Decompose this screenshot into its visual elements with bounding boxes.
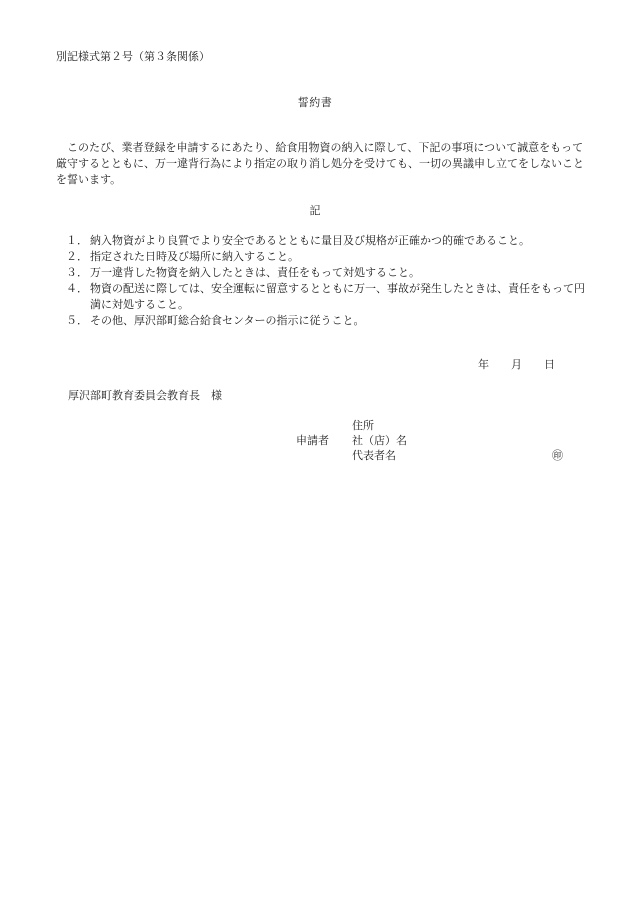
item-number: ５． (66, 314, 88, 327)
item-number: １． (66, 234, 88, 247)
pledge-items-list (66, 233, 586, 329)
item-text: 万一違背した物資を納入したときは、責任をもって対処すること。 (90, 266, 420, 279)
company-name-label: 社（店）名 (352, 434, 407, 447)
address-label: 住所 (352, 419, 374, 432)
date-year-label: 年 (478, 358, 489, 371)
list-item (66, 313, 586, 329)
applicant-label: 申請者 (296, 434, 329, 447)
item-number: ４． (66, 282, 88, 295)
document-title: 誓約書 (297, 96, 333, 109)
list-item (66, 265, 586, 281)
item-number: ３． (66, 266, 88, 279)
item-number: ２． (66, 250, 88, 263)
list-item (66, 233, 586, 249)
date-month-label: 月 (511, 358, 522, 371)
list-item (66, 249, 586, 265)
item-text: 納入物資がより良質でより安全であるとともに量目及び規格が正確かつ的確であること。 (90, 234, 530, 247)
list-item (66, 281, 586, 313)
representative-name-label: 代表者名 (352, 449, 396, 462)
intro-paragraph: このたび、業者登録を申請するにあたり、給食用物資の納入に際して、下記の事項について誠意をもって厳守するとともに、万一違背行為により指定の取り消し処分を受けても、一切の異議申し立てをしないことを誓います。 (56, 141, 584, 186)
date-day-label: 日 (544, 358, 555, 371)
form-number: 別記様式第２号（第３条関係） (56, 50, 210, 63)
date-line (478, 357, 555, 373)
item-text: 指定された日時及び場所に納入すること。 (90, 250, 299, 263)
seal-mark: ㊞ (552, 449, 563, 462)
ki-heading: 記 (309, 204, 321, 217)
item-text: その他、厚沢部町総合給食センターの指示に従うこと。 (90, 314, 365, 327)
addressee: 厚沢部町教育委員会教育長 様 (68, 389, 222, 402)
item-text: 物資の配送に際しては、安全運転に留意するとともに万一、事故が発生したときは、責任をもって円満に対処すること。 (90, 282, 585, 311)
